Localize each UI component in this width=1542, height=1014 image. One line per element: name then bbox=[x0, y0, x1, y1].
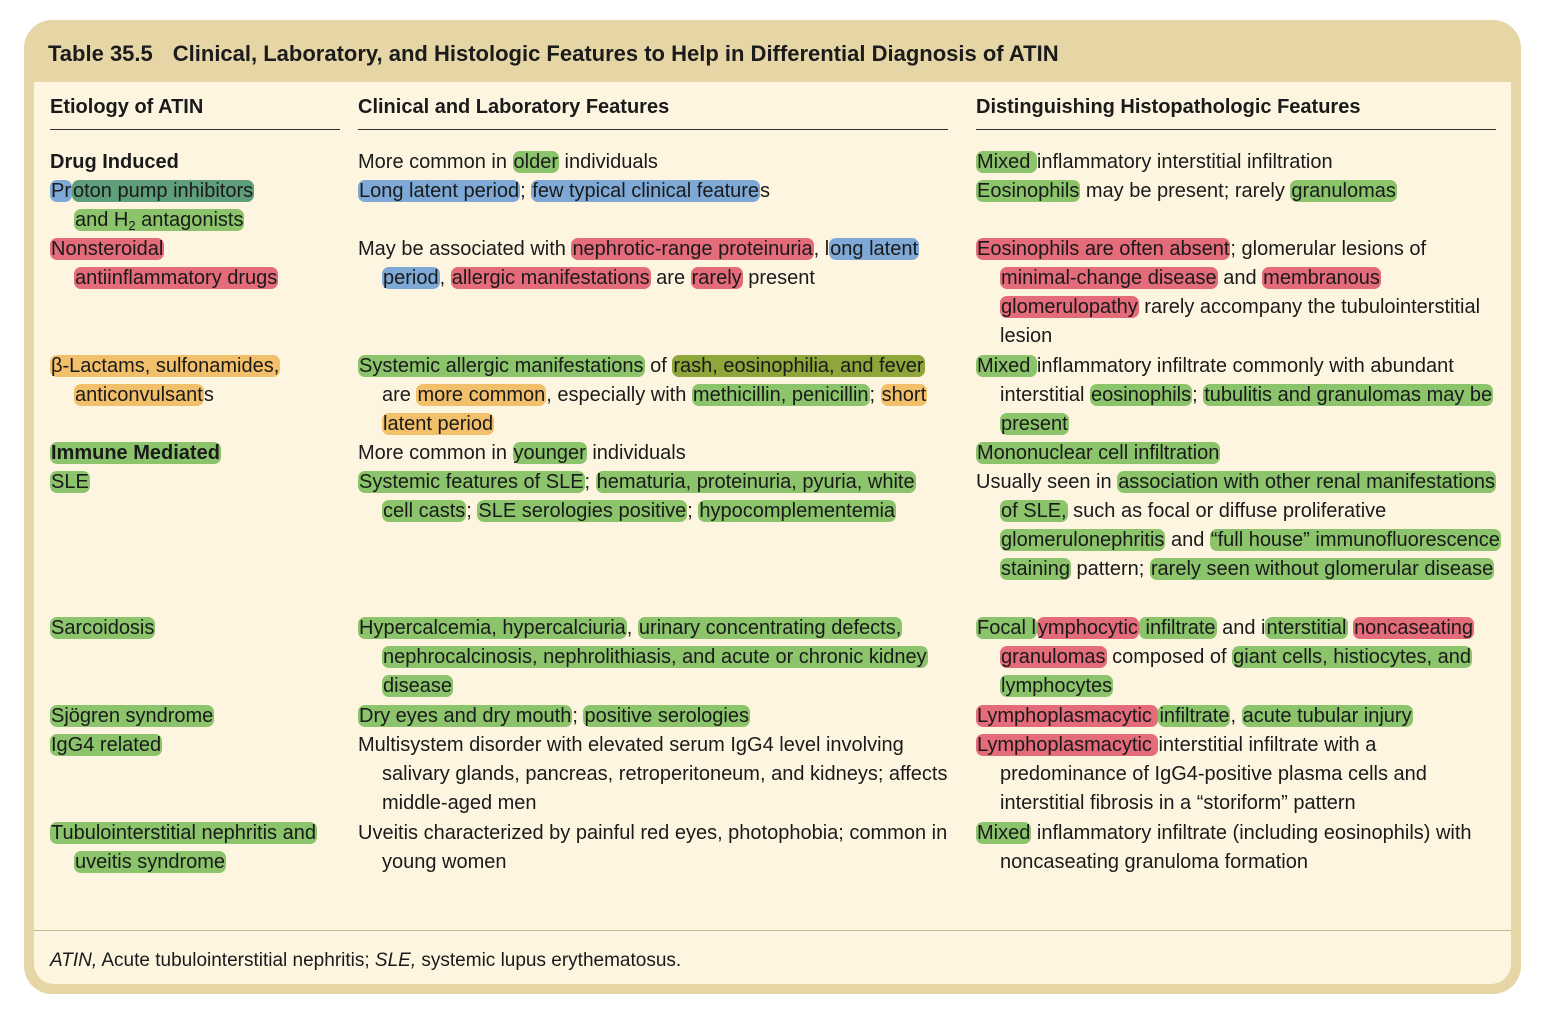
table-caption: Clinical, Laboratory, and Histologic Features to Help in Differential Diagnosis of ATIN bbox=[172, 41, 1059, 66]
highlighted-text: Dry eyes and dry mouth bbox=[359, 705, 572, 727]
highlighted-text: more common bbox=[417, 384, 546, 406]
histology-cell bbox=[976, 819, 1506, 877]
etiology-cell bbox=[50, 702, 340, 731]
cell-text: present bbox=[742, 267, 815, 289]
clinical-cell bbox=[358, 614, 948, 701]
highlighted-text: Tubulointerstitial nephritis and uveitis syndrome bbox=[51, 822, 316, 873]
histology-cell bbox=[976, 614, 1506, 701]
clinical-cell bbox=[358, 819, 948, 877]
highlighted-text: positive serologies bbox=[584, 705, 749, 727]
cell-text: Usually seen in bbox=[976, 471, 1118, 493]
table-header bbox=[34, 82, 1511, 130]
header-rule bbox=[50, 129, 340, 130]
cell-line bbox=[358, 702, 948, 731]
cell-line bbox=[358, 235, 948, 293]
cell-line bbox=[50, 702, 340, 731]
etiology-cell bbox=[50, 235, 340, 293]
cell-text: , l bbox=[813, 238, 830, 260]
cell-text: s bbox=[203, 384, 214, 406]
cell-line bbox=[50, 235, 340, 264]
header-histopathologic: Distinguishing Histopathologic Features bbox=[976, 96, 1361, 118]
highlighted-text: rash, eosinophilia, and fever bbox=[673, 355, 924, 377]
cell-text: Multisystem disorder with elevated serum IgG4 level involving salivary glands, pancreas, retroperitoneum, and kidneys; affects middle-aged men bbox=[358, 734, 948, 814]
highlighted-text: Sarcoidosis bbox=[51, 617, 155, 639]
cell-text: 2 bbox=[128, 218, 136, 233]
footnote-abbr-atin: ATIN, bbox=[50, 950, 98, 971]
highlighted-text: infiltrate bbox=[1159, 705, 1230, 727]
cell-line bbox=[976, 148, 1506, 177]
cell-text: inflammatory infiltrate (including eosinophils) with noncaseating granuloma formation bbox=[1000, 822, 1472, 873]
highlighted-text: SLE bbox=[51, 471, 89, 493]
cell-text: such as focal or diffuse proliferative bbox=[1067, 500, 1387, 522]
cell-line bbox=[50, 264, 340, 293]
cell-text: ; bbox=[869, 384, 881, 406]
cell-text: Uveitis characterized by painful red eyes, photophobia; common in young women bbox=[358, 822, 948, 873]
header-rule bbox=[358, 129, 948, 130]
cell-text: More common in bbox=[358, 442, 513, 464]
highlighted-text: Systemic allergic manifestations bbox=[359, 355, 644, 377]
cell-line bbox=[358, 614, 948, 701]
cell-text: composed of bbox=[1106, 646, 1233, 668]
histology-cell bbox=[976, 148, 1506, 206]
highlighted-text: younger bbox=[513, 442, 586, 464]
etiology-cell bbox=[50, 614, 340, 643]
highlighted-text: oton pump inhibitors bbox=[73, 180, 254, 202]
cell-line bbox=[976, 819, 1506, 877]
cell-text: ; bbox=[687, 500, 699, 522]
cell-text: interstitial infiltrate with a predominance of IgG4-positive plasma cells and interstitial fibrosis in a “storiform” pattern bbox=[1000, 734, 1427, 814]
cell-line bbox=[50, 468, 340, 497]
highlighted-text: older bbox=[513, 151, 558, 173]
highlighted-text: urinary concentrating defects, nephrocalcinosis, nephrolithiasis, and acute or chronic kidney disease bbox=[383, 617, 927, 697]
highlighted-text: rarely seen without glomerular disease bbox=[1150, 558, 1494, 580]
footnote-divider bbox=[34, 930, 1511, 931]
cell-text: inflammatory infiltrate commonly with abundant interstitial bbox=[1000, 355, 1454, 406]
table-number: Table 35.5 bbox=[48, 41, 153, 66]
cell-text: ; bbox=[572, 705, 584, 727]
header-clinical: Clinical and Laboratory Features bbox=[358, 96, 670, 118]
cell-text: ; bbox=[520, 180, 532, 202]
clinical-cell bbox=[358, 148, 948, 206]
histology-cell bbox=[976, 702, 1506, 731]
cell-line bbox=[50, 206, 340, 236]
cell-text: ; bbox=[466, 500, 478, 522]
highlighted-text: granulomas bbox=[1291, 180, 1396, 202]
etiology-cell bbox=[50, 439, 340, 497]
etiology-cell bbox=[50, 819, 340, 877]
highlighted-text: giant cells, histiocytes, and lymphocytes bbox=[1001, 646, 1472, 697]
cell-text: individuals bbox=[586, 442, 686, 464]
highlighted-text: few typical clinical feature bbox=[532, 180, 760, 202]
highlighted-text: Focal l bbox=[977, 617, 1036, 639]
cell-text: individuals bbox=[558, 151, 658, 173]
cell-line bbox=[50, 439, 340, 468]
highlighted-text: Long latent period bbox=[359, 180, 520, 202]
histology-cell bbox=[976, 439, 1506, 584]
highlighted-text: rarely bbox=[691, 267, 742, 289]
cell-text: pattern; bbox=[1070, 558, 1150, 580]
highlighted-text: Hypercalcemia, hypercalciuria bbox=[359, 617, 626, 639]
highlighted-text: nterstitial bbox=[1266, 617, 1347, 639]
cell-line bbox=[976, 177, 1506, 206]
cell-text: May be associated with bbox=[358, 238, 572, 260]
clinical-cell bbox=[358, 352, 948, 439]
table-body bbox=[34, 82, 1511, 984]
highlighted-text: hematuria, proteinuria, pyuria, white cell casts bbox=[383, 471, 915, 522]
highlighted-text: Eosinophils are often absent bbox=[977, 238, 1230, 260]
table-card bbox=[24, 20, 1521, 994]
cell-text: are bbox=[382, 384, 417, 406]
cell-text: and bbox=[1217, 267, 1263, 289]
highlighted-text: tubulitis and granulomas may be present bbox=[1001, 384, 1493, 435]
highlighted-text: Eosinophils bbox=[977, 180, 1080, 202]
cell-text: , especially with bbox=[546, 384, 692, 406]
highlighted-text: acute tubular injury bbox=[1242, 705, 1412, 727]
highlighted-text: methicillin, penicillin bbox=[692, 384, 869, 406]
highlighted-text: nephrotic-range proteinuria bbox=[572, 238, 813, 260]
cell-text: ; glomerular lesions of bbox=[1230, 238, 1427, 260]
highlighted-text: Mononuclear cell infiltration bbox=[977, 442, 1220, 464]
highlighted-text: Lymphoplasmacytic bbox=[977, 734, 1158, 756]
cell-text: ; bbox=[1192, 384, 1204, 406]
cell-line bbox=[976, 439, 1506, 468]
cell-text: , bbox=[626, 617, 638, 639]
highlighted-text: glomerulonephritis bbox=[1001, 529, 1165, 551]
cell-line bbox=[50, 148, 340, 177]
highlighted-text: allergic manifestations bbox=[451, 267, 650, 289]
highlighted-text: “full house” immunofluorescence staining bbox=[1001, 529, 1500, 580]
cell-text: and H bbox=[75, 209, 129, 231]
footnote-def-sle: systemic lupus erythematosus. bbox=[416, 950, 682, 971]
cell-line bbox=[50, 352, 340, 410]
highlighted-text: eosinophils bbox=[1091, 384, 1192, 406]
cell-text: ; bbox=[584, 471, 596, 493]
cell-line bbox=[976, 614, 1506, 701]
footnote-def-atin: Acute tubulointerstitial nephritis; bbox=[97, 950, 375, 971]
histology-cell bbox=[976, 235, 1506, 351]
highlighted-text: infiltrate bbox=[1139, 617, 1216, 639]
highlighted-text: IgG4 related bbox=[51, 734, 162, 756]
header-etiology: Etiology of ATIN bbox=[50, 96, 204, 118]
cell-line bbox=[976, 731, 1506, 818]
highlighted-text: hypocomplementemia bbox=[699, 500, 896, 522]
cell-line bbox=[358, 352, 948, 439]
cell-line bbox=[50, 731, 340, 760]
cell-line bbox=[976, 352, 1506, 439]
cell-text: s bbox=[760, 180, 771, 202]
highlighted-text: membranous glomerulopathy bbox=[1001, 267, 1380, 318]
clinical-cell bbox=[358, 439, 948, 526]
cell-text: of bbox=[644, 355, 673, 377]
footnote-abbr-sle: SLE, bbox=[374, 950, 417, 971]
highlighted-text: Mixed bbox=[977, 822, 1031, 844]
cell-line bbox=[976, 702, 1506, 731]
highlighted-text: antiinflammatory drugs bbox=[75, 267, 278, 289]
cell-line bbox=[358, 468, 948, 526]
cell-line bbox=[358, 731, 948, 818]
cell-text: antagonists bbox=[135, 209, 244, 231]
cell-text: may be present; rarely bbox=[1080, 180, 1291, 202]
cell-line bbox=[50, 177, 340, 206]
highlighted-text: Mixed bbox=[977, 151, 1036, 173]
cell-text: More common in bbox=[358, 151, 513, 173]
histology-cell bbox=[976, 731, 1506, 818]
highlighted-text: minimal-change disease bbox=[1001, 267, 1217, 289]
highlighted-text: ong latent period bbox=[383, 238, 919, 289]
highlighted-text: β-Lactams, sulfonamides, anticonvulsant bbox=[51, 355, 280, 406]
header-rule bbox=[976, 129, 1496, 130]
highlighted-text: Nonsteroidal bbox=[51, 238, 164, 260]
highlighted-text: noncaseating granulomas bbox=[1001, 617, 1474, 668]
cell-text: Drug Induced bbox=[50, 151, 179, 173]
etiology-cell bbox=[50, 731, 340, 760]
highlighted-text: short latent period bbox=[383, 384, 927, 435]
highlight bbox=[74, 209, 244, 231]
cell-text: , bbox=[1230, 705, 1242, 727]
cell-text: and i bbox=[1216, 617, 1266, 639]
cell-text: and bbox=[1165, 529, 1210, 551]
highlighted-text: Lymphoplasmacytic bbox=[977, 705, 1158, 727]
cell-line bbox=[358, 177, 948, 206]
highlighted-text: Sjögren syndrome bbox=[51, 705, 214, 727]
cell-text: inflammatory interstitial infiltration bbox=[1036, 151, 1333, 173]
clinical-cell bbox=[358, 702, 948, 731]
cell-text: rarely accompany the tubulointerstitial lesion bbox=[1000, 296, 1481, 347]
footnote bbox=[50, 950, 681, 972]
highlighted-text: ymphocytic bbox=[1037, 617, 1138, 639]
histology-cell bbox=[976, 352, 1506, 439]
etiology-cell bbox=[50, 352, 340, 410]
cell-line bbox=[50, 614, 340, 643]
cell-line bbox=[50, 819, 340, 877]
highlighted-text: Pr bbox=[51, 180, 71, 202]
highlighted-text: Mixed bbox=[977, 355, 1036, 377]
etiology-cell bbox=[50, 148, 340, 236]
highlighted-text: association with other renal manifestations of SLE, bbox=[1001, 471, 1496, 522]
cell-line bbox=[976, 468, 1506, 584]
highlighted-text: Systemic features of SLE bbox=[359, 471, 584, 493]
table-title bbox=[34, 28, 1511, 80]
cell-line bbox=[358, 439, 948, 468]
highlighted-text: Immune Mediated bbox=[51, 442, 220, 464]
cell-line bbox=[358, 148, 948, 177]
cell-text: , bbox=[439, 267, 451, 289]
highlighted-text: SLE serologies positive bbox=[478, 500, 687, 522]
clinical-cell bbox=[358, 235, 948, 293]
cell-line bbox=[976, 235, 1506, 351]
cell-text: are bbox=[650, 267, 691, 289]
clinical-cell bbox=[358, 731, 948, 818]
cell-line bbox=[358, 819, 948, 877]
